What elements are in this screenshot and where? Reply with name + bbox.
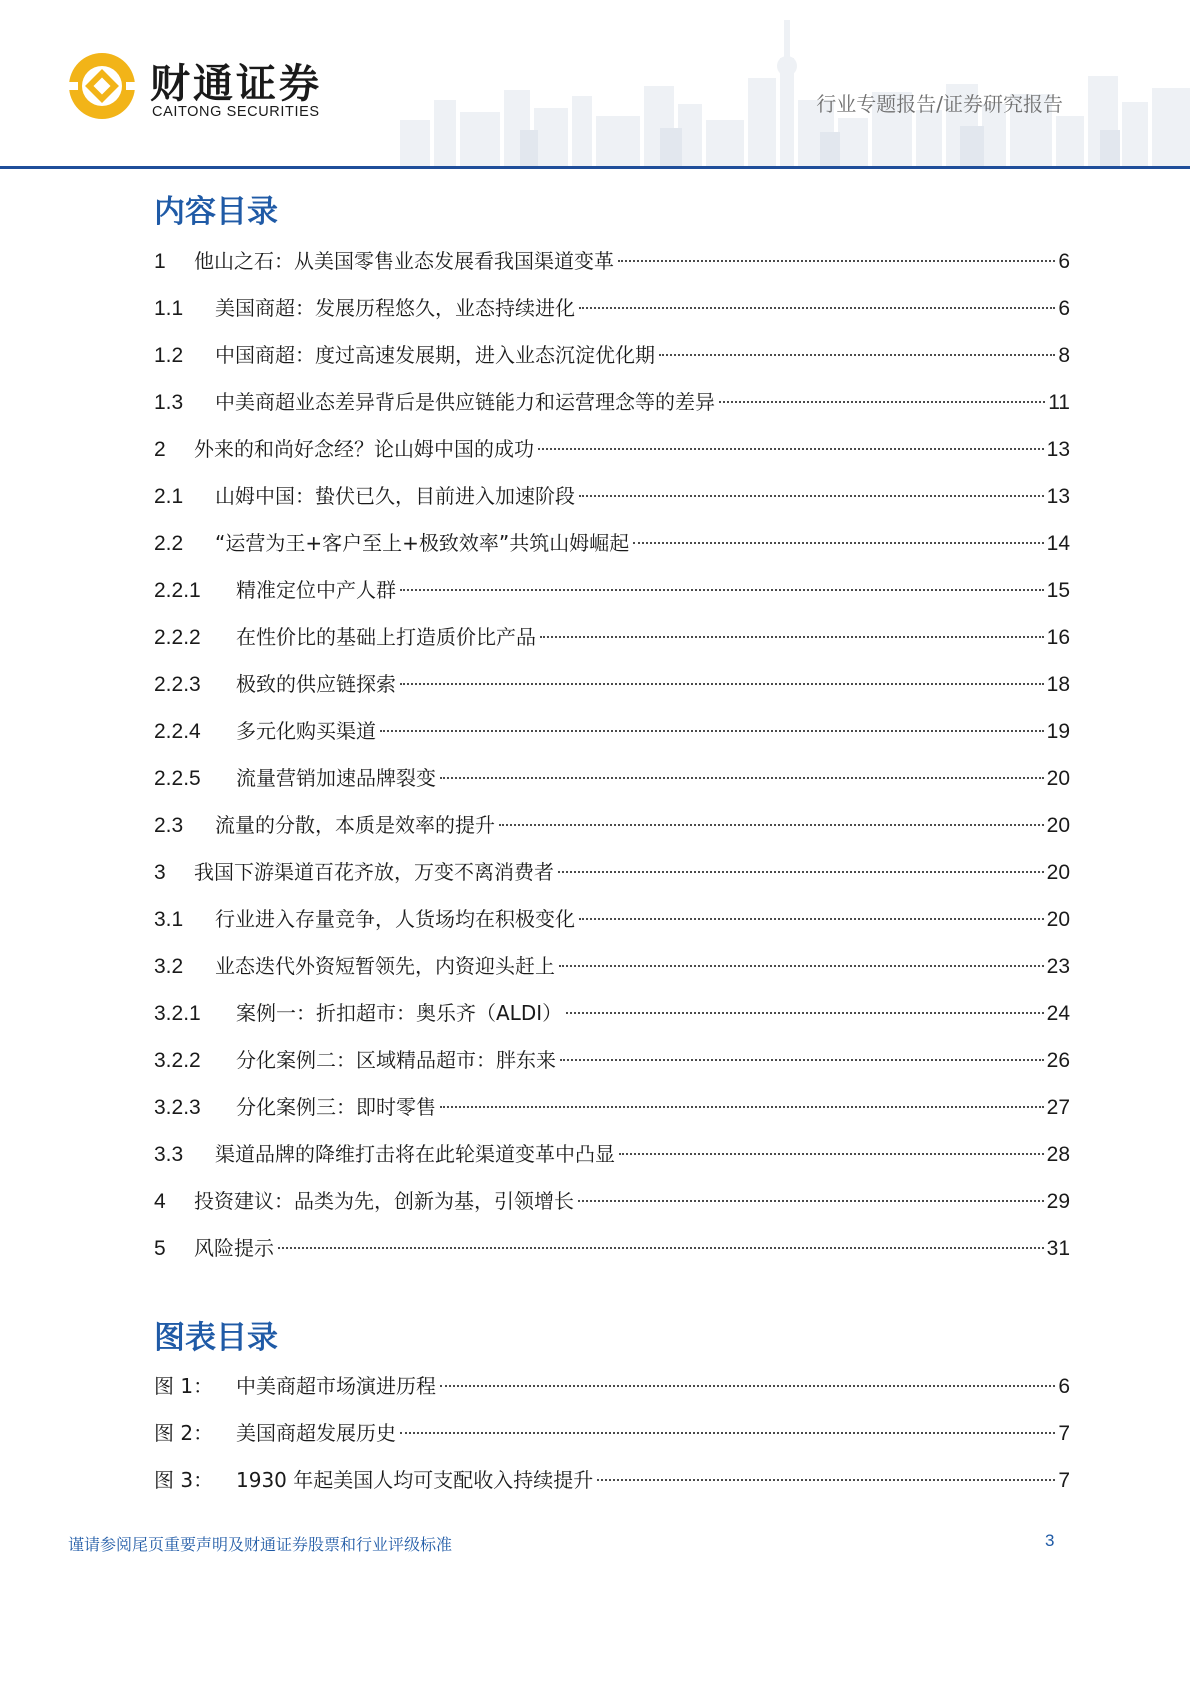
toc-entry-page: 27 <box>1046 1096 1070 1119</box>
toc-entry-page: 23 <box>1046 955 1070 978</box>
toc-leader-dots <box>400 1432 1055 1434</box>
page-number: 3 <box>1045 1531 1055 1550</box>
toc-entry-title: 分化案例二：区域精品超市：胖东来 <box>236 1048 556 1072</box>
toc-leader-dots <box>440 1106 1044 1108</box>
toc-entry-title: 中美商超业态差异背后是供应链能力和运营理念等的差异 <box>215 390 715 414</box>
figure-entry-number: 图 1： <box>154 1374 214 1398</box>
toc-entry-title: 流量的分散，本质是效率的提升 <box>215 813 495 837</box>
toc-leader-dots <box>633 542 1043 544</box>
toc-entry-title: 外来的和尚好念经？论山姆中国的成功 <box>194 437 534 461</box>
toc-entry-page: 6 <box>1058 250 1070 273</box>
toc-leader-dots <box>440 1385 1055 1387</box>
toc-leader-dots <box>558 871 1044 873</box>
figure-entry[interactable] <box>154 1457 1070 1504</box>
toc-entry-page: 26 <box>1046 1049 1070 1072</box>
toc-entry-page: 11 <box>1048 391 1070 414</box>
toc-leader-dots <box>538 448 1044 450</box>
toc-entry[interactable] <box>154 379 1070 426</box>
toc-entry-page: 29 <box>1046 1190 1070 1213</box>
figure-entry-page: 6 <box>1058 1375 1070 1398</box>
toc-leader-dots <box>618 260 1055 262</box>
toc-leader-dots <box>659 354 1055 356</box>
toc-entry-number: 2 <box>154 438 166 461</box>
toc-entry-title: 风险提示 <box>194 1236 274 1260</box>
toc-leader-dots <box>400 683 1044 685</box>
toc-entry[interactable] <box>154 1084 1070 1131</box>
toc-entry[interactable] <box>154 473 1070 520</box>
toc-leader-dots <box>400 589 1044 591</box>
toc-entry-page: 20 <box>1046 767 1070 790</box>
toc-leader-dots <box>499 824 1044 826</box>
toc-entry-page: 14 <box>1046 532 1070 555</box>
toc-entry-page: 16 <box>1046 626 1070 649</box>
toc-entry-number: 3.2.3 <box>154 1096 201 1119</box>
toc-entry-title: 山姆中国：蛰伏已久，目前进入加速阶段 <box>215 484 575 508</box>
toc-entry-page: 31 <box>1046 1237 1070 1260</box>
toc-entry-page: 19 <box>1046 720 1070 743</box>
toc-entry-number: 2.2.1 <box>154 579 201 602</box>
toc-entry[interactable] <box>154 426 1070 473</box>
toc-entry-page: 20 <box>1046 908 1070 931</box>
contents-title: 内容目录 <box>154 194 278 230</box>
toc-entry-title: 他山之石：从美国零售业态发展看我国渠道变革 <box>194 249 614 273</box>
toc-entry-page: 6 <box>1058 297 1070 320</box>
toc-entry[interactable] <box>154 520 1070 567</box>
toc-entry[interactable] <box>154 1178 1070 1225</box>
toc-entry-number: 3.2 <box>154 955 184 978</box>
toc-leader-dots <box>579 307 1055 309</box>
coin-logo-icon <box>66 48 138 124</box>
toc-entry-title: 流量营销加速品牌裂变 <box>236 766 436 790</box>
toc-entry-page: 28 <box>1046 1143 1070 1166</box>
toc-entry-number: 2.1 <box>154 485 184 508</box>
toc-entry-number: 3.3 <box>154 1143 184 1166</box>
toc-entry-number: 3.1 <box>154 908 184 931</box>
city-skyline-background <box>400 0 1190 168</box>
toc-entry-title: 业态迭代外资短暂领先，内资迎头赶上 <box>215 954 555 978</box>
toc-leader-dots <box>278 1247 1044 1249</box>
toc-entry-title: “运营为王+客户至上+极致效率”共筑山姆崛起 <box>215 531 630 555</box>
disclaimer-note: 谨请参阅尾页重要声明及财通证券股票和行业评级标准 <box>68 1535 453 1554</box>
toc-entry[interactable] <box>154 1037 1070 1084</box>
figure-entry-page: 7 <box>1058 1469 1070 1492</box>
toc-entry[interactable] <box>154 708 1070 755</box>
toc-entry-title: 在性价比的基础上打造质价比产品 <box>236 625 536 649</box>
toc-entry-title: 案例一：折扣超市：奥乐齐（ALDI） <box>236 1001 563 1025</box>
toc-entry[interactable] <box>154 1131 1070 1178</box>
toc-entry-number: 1 <box>154 250 166 273</box>
toc-entry-page: 18 <box>1046 673 1070 696</box>
toc-entry[interactable] <box>154 332 1070 379</box>
logo-english-name: CAITONG SECURITIES <box>152 104 320 120</box>
toc-entry-number: 3.2.2 <box>154 1049 201 1072</box>
toc-entry-title: 分化案例三：即时零售 <box>236 1095 436 1119</box>
logo-chinese-name: 财通证券 <box>150 61 322 107</box>
toc-entry-title: 投资建议：品类为先，创新为基，引领增长 <box>194 1189 574 1213</box>
toc-entry[interactable] <box>154 802 1070 849</box>
figure-entry-title: 1930 年起美国人均可支配收入持续提升 <box>236 1468 594 1492</box>
figure-entry[interactable] <box>154 1410 1070 1457</box>
toc-entry-number: 2.2.3 <box>154 673 201 696</box>
toc-entry-number: 2.2.5 <box>154 767 201 790</box>
toc-entry[interactable] <box>154 849 1070 896</box>
toc-leader-dots <box>380 730 1044 732</box>
figures-list <box>154 1363 1070 1504</box>
toc-entry[interactable] <box>154 943 1070 990</box>
toc-entry-title: 美国商超：发展历程悠久，业态持续进化 <box>215 296 575 320</box>
toc-entry-page: 13 <box>1046 438 1070 461</box>
toc-entry[interactable] <box>154 614 1070 661</box>
figure-entry[interactable] <box>154 1363 1070 1410</box>
toc-entry-title: 极致的供应链探索 <box>236 672 396 696</box>
toc-entry-number: 3.2.1 <box>154 1002 201 1025</box>
toc-entry-number: 1.3 <box>154 391 184 414</box>
company-logo <box>66 48 366 128</box>
figure-entry-number: 图 2： <box>154 1421 214 1445</box>
toc-entry[interactable] <box>154 755 1070 802</box>
toc-entry-number: 1.1 <box>154 297 184 320</box>
toc-leader-dots <box>560 1059 1044 1061</box>
figure-entry-number: 图 3： <box>154 1468 214 1492</box>
page-header <box>0 0 1190 172</box>
toc-entry[interactable] <box>154 1225 1070 1272</box>
toc-entry[interactable] <box>154 238 1070 285</box>
toc-entry-title: 我国下游渠道百花齐放，万变不离消费者 <box>194 860 554 884</box>
toc-leader-dots <box>597 1479 1055 1481</box>
toc-leader-dots <box>578 1200 1044 1202</box>
toc-leader-dots <box>619 1153 1044 1155</box>
toc-entry-number: 2.3 <box>154 814 184 837</box>
toc-entry-number: 2.2 <box>154 532 184 555</box>
toc-entry-page: 8 <box>1058 344 1070 367</box>
toc-entry-title: 渠道品牌的降维打击将在此轮渠道变革中凸显 <box>215 1142 615 1166</box>
toc-entry-page: 20 <box>1046 814 1070 837</box>
toc-entry[interactable] <box>154 896 1070 943</box>
toc-entry-number: 4 <box>154 1190 166 1213</box>
header-divider <box>0 166 1190 169</box>
toc-leader-dots <box>579 495 1044 497</box>
toc-entry-page: 13 <box>1046 485 1070 508</box>
contents-list <box>154 238 1070 1272</box>
toc-leader-dots <box>566 1012 1044 1014</box>
figure-entry-page: 7 <box>1058 1422 1070 1445</box>
figure-entry-title: 中美商超市场演进历程 <box>236 1374 436 1398</box>
report-type: 行业专题报告/证券研究报告 <box>816 92 1063 116</box>
toc-entry-title: 行业进入存量竞争，人货场均在积极变化 <box>215 907 575 931</box>
toc-entry-page: 20 <box>1046 861 1070 884</box>
toc-entry-title: 精准定位中产人群 <box>236 578 396 602</box>
toc-entry[interactable] <box>154 567 1070 614</box>
figure-entry-title: 美国商超发展历史 <box>236 1421 396 1445</box>
toc-leader-dots <box>559 965 1044 967</box>
toc-entry-page: 24 <box>1046 1002 1070 1025</box>
toc-entry-title: 多元化购买渠道 <box>236 719 376 743</box>
toc-entry-number: 1.2 <box>154 344 184 367</box>
toc-leader-dots <box>540 636 1044 638</box>
toc-entry-page: 15 <box>1046 579 1070 602</box>
toc-leader-dots <box>579 918 1044 920</box>
toc-entry-number: 5 <box>154 1237 166 1260</box>
toc-entry-title: 中国商超：度过高速发展期，进入业态沉淀优化期 <box>215 343 655 367</box>
toc-entry[interactable] <box>154 285 1070 332</box>
toc-leader-dots <box>440 777 1044 779</box>
figures-title: 图表目录 <box>154 1320 278 1356</box>
toc-entry[interactable] <box>154 990 1070 1037</box>
toc-entry-number: 3 <box>154 861 166 884</box>
toc-leader-dots <box>719 401 1045 403</box>
toc-entry[interactable] <box>154 661 1070 708</box>
toc-entry-number: 2.2.4 <box>154 720 201 743</box>
toc-entry-number: 2.2.2 <box>154 626 201 649</box>
